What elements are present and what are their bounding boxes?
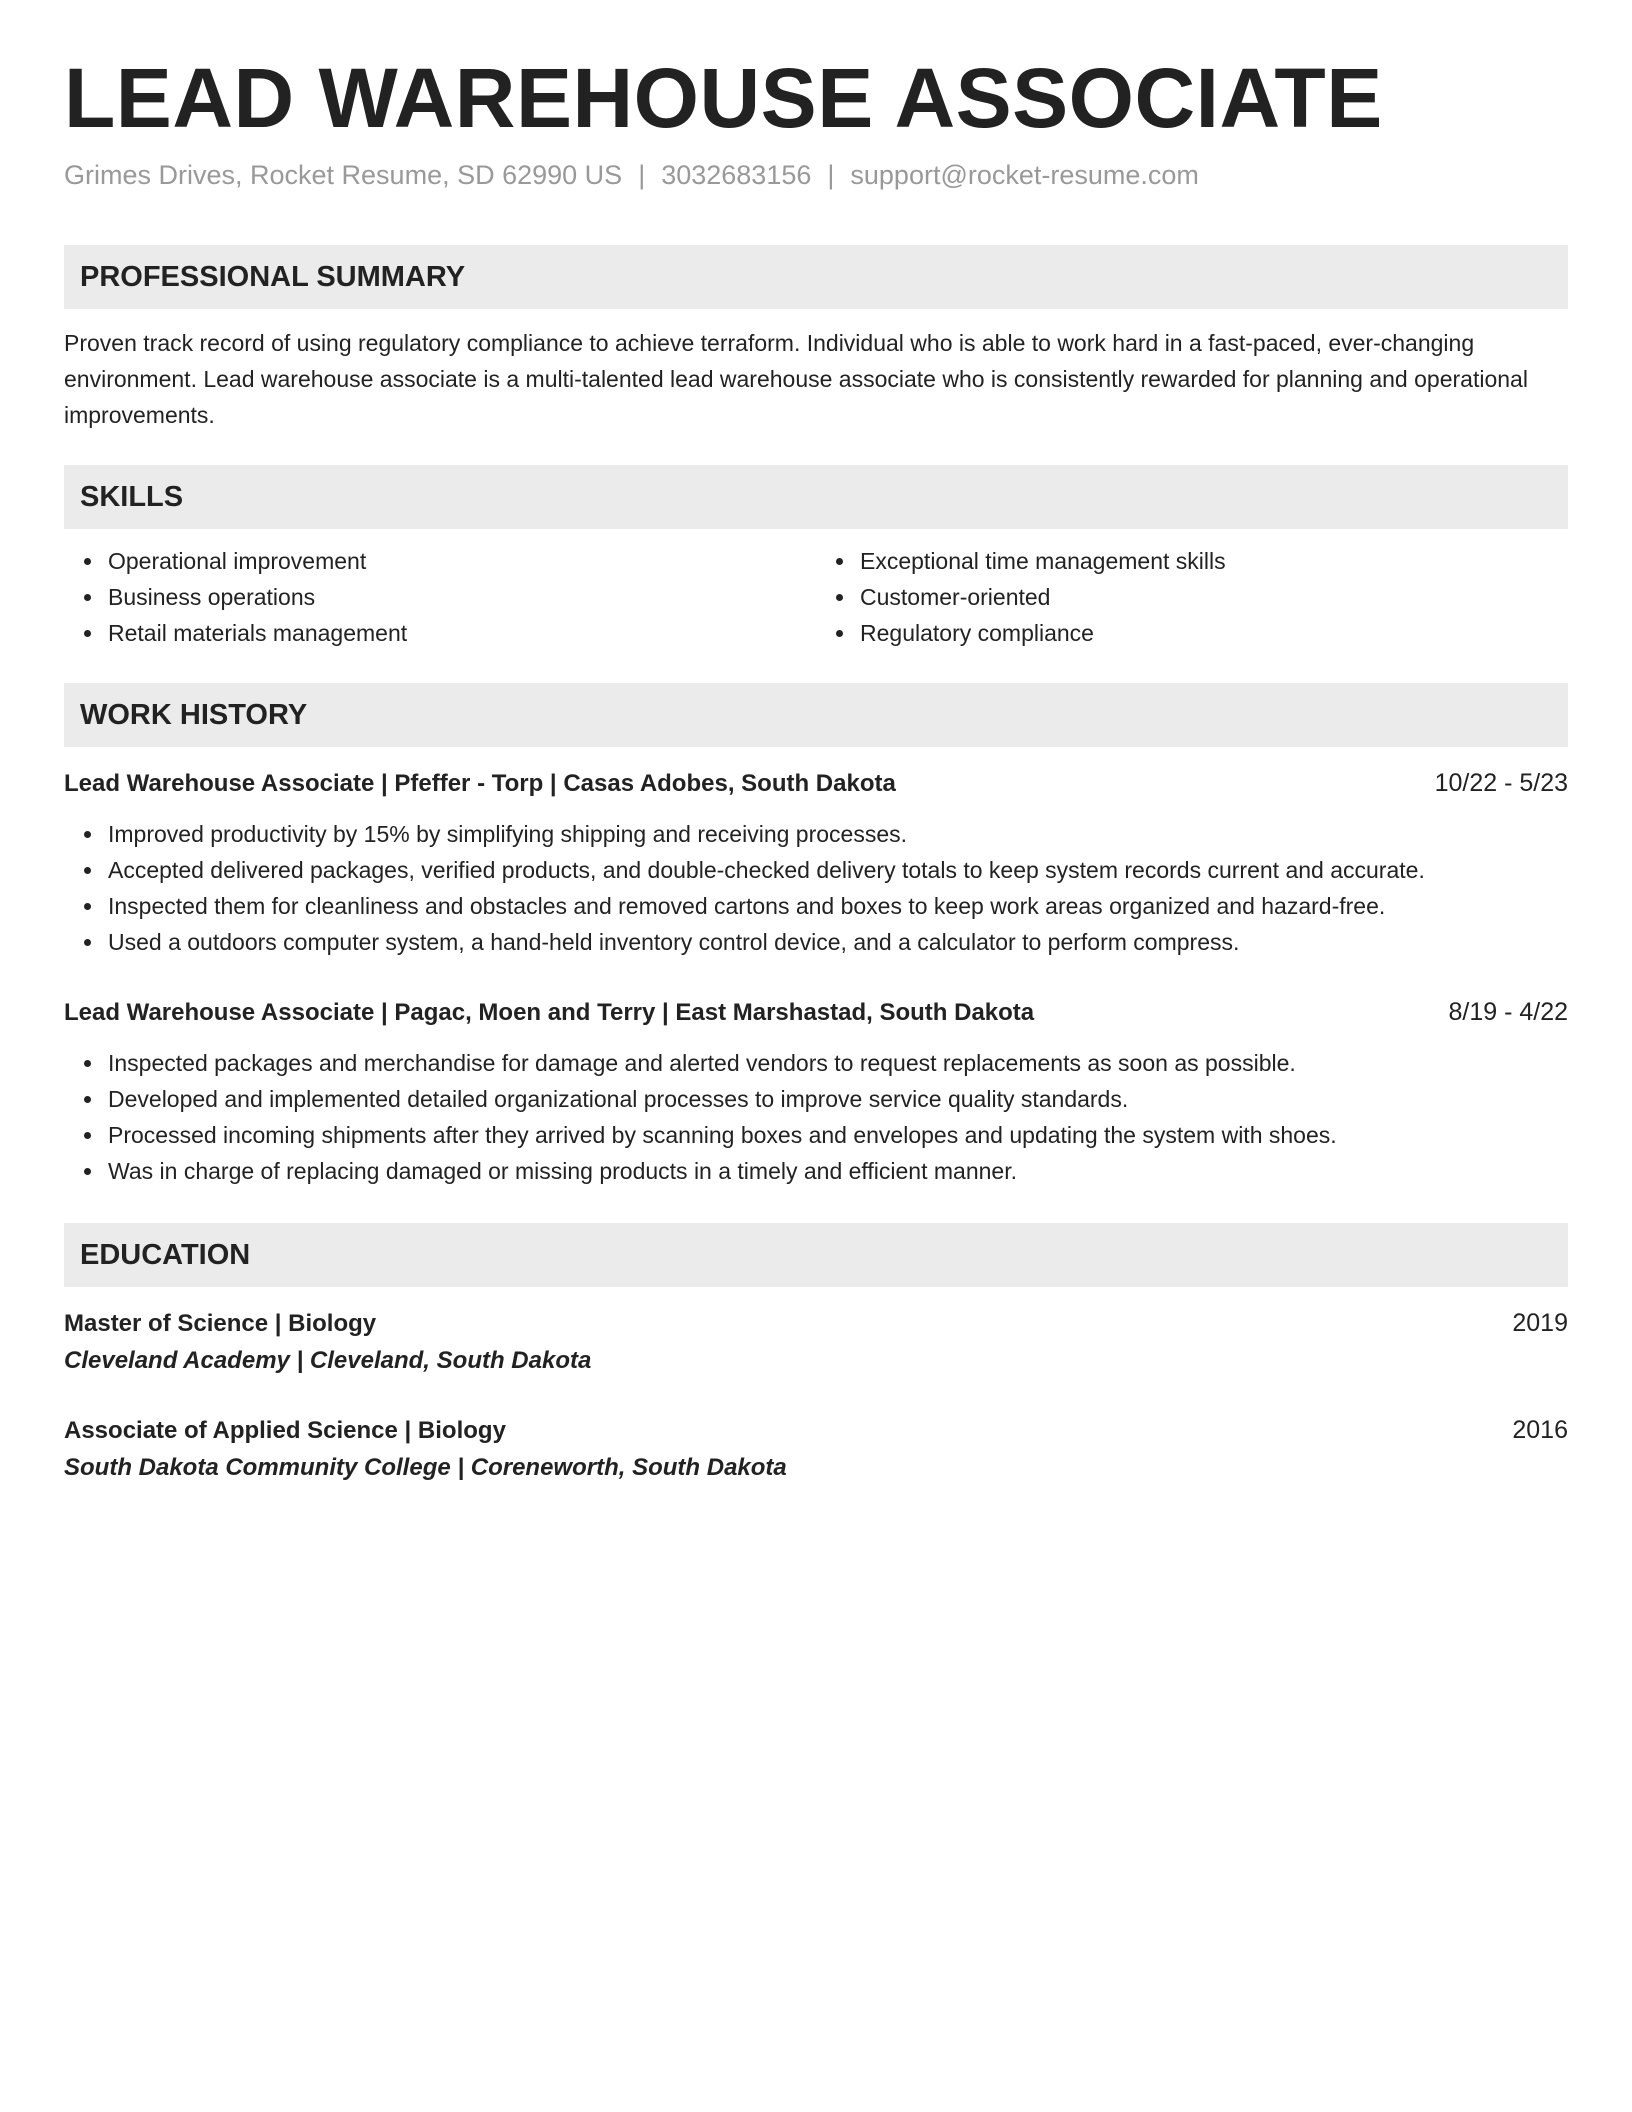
skills-column-left bbox=[64, 543, 816, 651]
candidate-title: LEAD WAREHOUSE ASSOCIATE bbox=[64, 51, 1383, 145]
job-bullet: Inspected them for cleanliness and obstacles and removed cartons and boxes to keep work areas organized and hazard-free. bbox=[108, 888, 1568, 924]
education-entry bbox=[64, 1305, 1568, 1380]
contact-separator: | bbox=[638, 160, 646, 191]
job-entry bbox=[64, 994, 1568, 1189]
section-heading-work-history: WORK HISTORY bbox=[64, 683, 1568, 747]
job-header bbox=[64, 994, 1568, 1031]
contact-phone: 3032683156 bbox=[661, 160, 812, 191]
education-year: 2016 bbox=[1512, 1416, 1568, 1445]
education-entry bbox=[64, 1412, 1568, 1487]
skill-item: Retail materials management bbox=[108, 615, 816, 651]
skill-item: Customer-oriented bbox=[860, 579, 1568, 615]
education-year: 2019 bbox=[1512, 1309, 1568, 1338]
job-bullet: Developed and implemented detailed organizational processes to improve service quality standards. bbox=[108, 1081, 1568, 1117]
contact-address: Grimes Drives, Rocket Resume, SD 62990 US bbox=[64, 160, 623, 191]
summary-text: Proven track record of using regulatory compliance to achieve terraform. Individual who is able to work hard in a fast-paced, ever-changing environment. Lead warehouse associate is a multi-talented lead warehouse associate who is consistently rewarded for planning and operational improvements. bbox=[64, 330, 1528, 429]
education-degree: Master of Science | Biology bbox=[64, 1310, 377, 1338]
job-bullet: Accepted delivered packages, verified products, and double-checked delivery totals to keep system records current and accurate. bbox=[108, 852, 1568, 888]
skill-item: Operational improvement bbox=[108, 543, 816, 579]
job-dates: 8/19 - 4/22 bbox=[1448, 998, 1568, 1027]
job-header bbox=[64, 765, 1568, 802]
skill-item: Regulatory compliance bbox=[860, 615, 1568, 651]
skill-item: Business operations bbox=[108, 579, 816, 615]
job-title: Lead Warehouse Associate | Pfeffer - Torp | Casas Adobes, South Dakota bbox=[64, 770, 896, 798]
education-school: Cleveland Academy | Cleveland, South Dakota bbox=[64, 1347, 592, 1375]
contact-line bbox=[64, 158, 1568, 193]
section-heading-summary: PROFESSIONAL SUMMARY bbox=[64, 245, 1568, 309]
education-header bbox=[64, 1412, 1568, 1449]
job-bullet: Used a outdoors computer system, a hand-held inventory control device, and a calculator to perform compress. bbox=[108, 924, 1568, 960]
job-dates: 10/22 - 5/23 bbox=[1434, 769, 1568, 798]
section-heading-skills: SKILLS bbox=[64, 465, 1568, 529]
contact-email: support@rocket-resume.com bbox=[850, 160, 1199, 191]
job-bullets bbox=[64, 1045, 1568, 1189]
education-degree: Associate of Applied Science | Biology bbox=[64, 1417, 506, 1445]
skill-item: Exceptional time management skills bbox=[860, 543, 1568, 579]
education-school: South Dakota Community College | Coreneworth, South Dakota bbox=[64, 1454, 787, 1482]
job-bullet: Was in charge of replacing damaged or missing products in a timely and efficient manner. bbox=[108, 1153, 1568, 1189]
job-bullets bbox=[64, 816, 1568, 960]
education-header bbox=[64, 1305, 1568, 1342]
job-bullet: Inspected packages and merchandise for damage and alerted vendors to request replacements as soon as possible. bbox=[108, 1045, 1568, 1081]
section-heading-education: EDUCATION bbox=[64, 1223, 1568, 1287]
skills-column-right bbox=[816, 543, 1568, 651]
job-bullet: Improved productivity by 15% by simplifying shipping and receiving processes. bbox=[108, 816, 1568, 852]
job-bullet: Processed incoming shipments after they arrived by scanning boxes and envelopes and updating the system with shoes. bbox=[108, 1117, 1568, 1153]
job-entry bbox=[64, 765, 1568, 960]
job-title: Lead Warehouse Associate | Pagac, Moen and Terry | East Marshastad, South Dakota bbox=[64, 999, 1035, 1027]
skills-grid bbox=[64, 543, 1568, 651]
contact-separator: | bbox=[827, 160, 835, 191]
